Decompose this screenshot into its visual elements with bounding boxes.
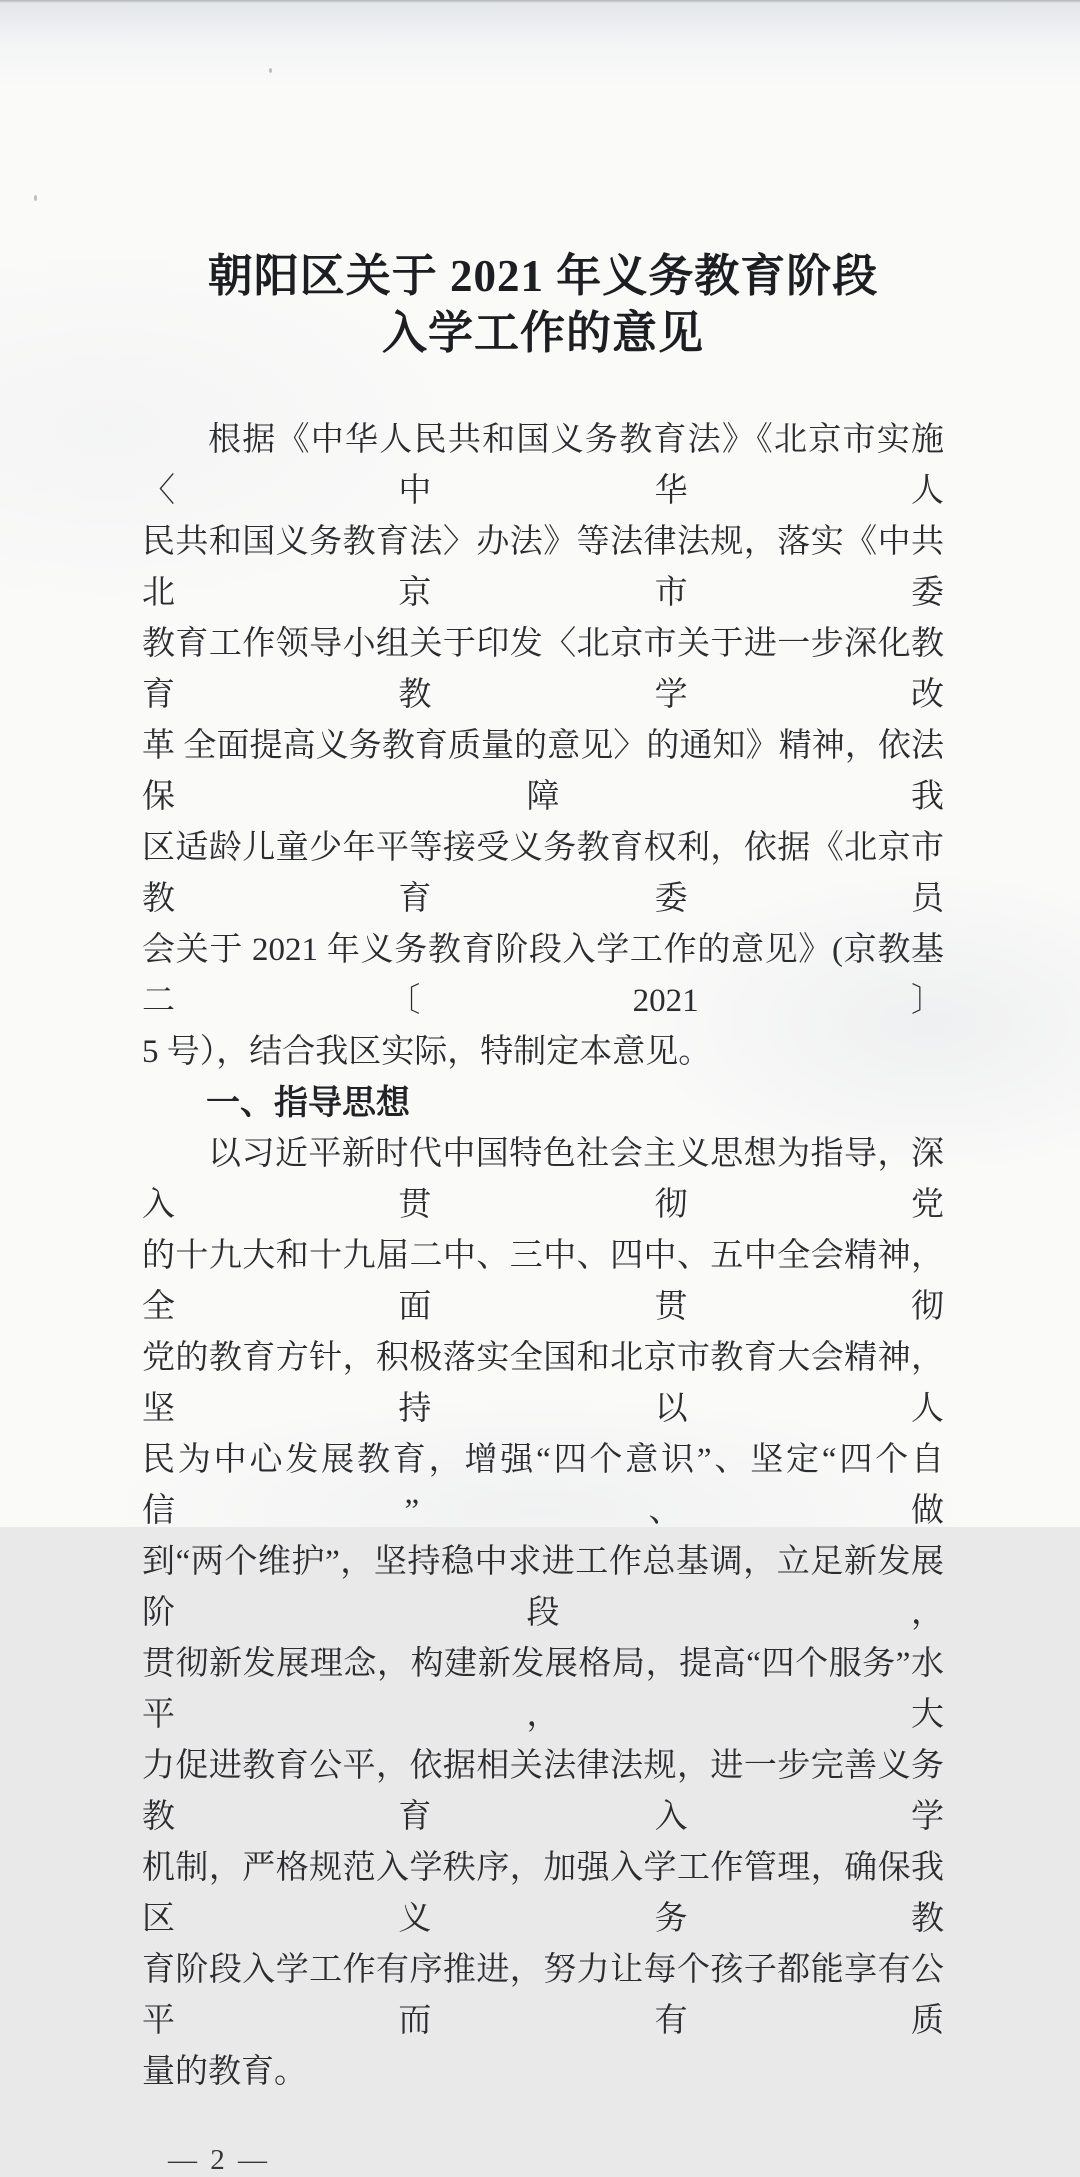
document-title xyxy=(142,248,944,362)
paragraph-line: 育阶段入学工作有序推进，努力让每个孩子都能享有公平而有质 xyxy=(142,1952,944,2039)
paragraph-line: 贯彻新发展理念，构建新发展格局，提高“四个服务”水平，大 xyxy=(142,1646,944,1733)
paragraph-line: 根据《中华人民共和国义务教育法》《北京市实施〈中华人 xyxy=(142,422,944,509)
title-line-1: 朝阳区关于 2021 年义务教育阶段 xyxy=(207,251,879,301)
page-number: — 2 — xyxy=(168,2144,270,2176)
paragraph-line: 力促进教育公平，依据相关法律法规，进一步完善义务教育入学 xyxy=(142,1748,944,1835)
paragraph-line: 教育工作领导小组关于印发〈北京市关于进一步深化教育教学改 xyxy=(142,626,944,713)
paragraph-line: 革 全面提高义务教育质量的意见〉的通知》精神，依法保障我 xyxy=(142,728,944,815)
paragraph-line: 会关于 2021 年义务教育阶段入学工作的意见》(京教基二〔2021〕 xyxy=(142,932,944,1019)
paragraph-line: 量的教育。 xyxy=(142,2054,307,2090)
paragraph-line: 民为中心发展教育，增强“四个意识”、坚定“四个自信”、做 xyxy=(142,1442,944,1529)
paragraph-line: 民共和国义务教育法〉办法》等法律法规，落实《中共北京市委 xyxy=(142,524,944,611)
paragraph-line: 区适龄儿童少年平等接受义务教育权利，依据《北京市教育委员 xyxy=(142,830,944,917)
paragraph-line: 机制，严格规范入学秩序，加强入学工作管理，确保我区义务教 xyxy=(142,1850,944,1937)
paragraph-line: 5 号），结合我区实际，特制定本意见。 xyxy=(142,1034,712,1070)
title-line-2: 入学工作的意见 xyxy=(381,308,704,358)
intro-paragraph xyxy=(142,415,944,1078)
paragraph-line: 的十九大和十九届二中、三中、四中、五中全会精神，全面贯彻 xyxy=(142,1238,944,1325)
paragraph-line: 党的教育方针，积极落实全国和北京市教育大会精神，坚持以人 xyxy=(142,1340,944,1427)
paragraph-line: 到“两个维护”，坚持稳中求进工作总基调，立足新发展阶段， xyxy=(142,1544,944,1631)
section-heading-guiding-ideology: 一、指导思想 xyxy=(206,1084,410,1122)
guiding-ideology-paragraph xyxy=(142,1129,944,2098)
paragraph-line: 以习近平新时代中国特色社会主义思想为指导，深入贯彻党 xyxy=(142,1136,944,1223)
